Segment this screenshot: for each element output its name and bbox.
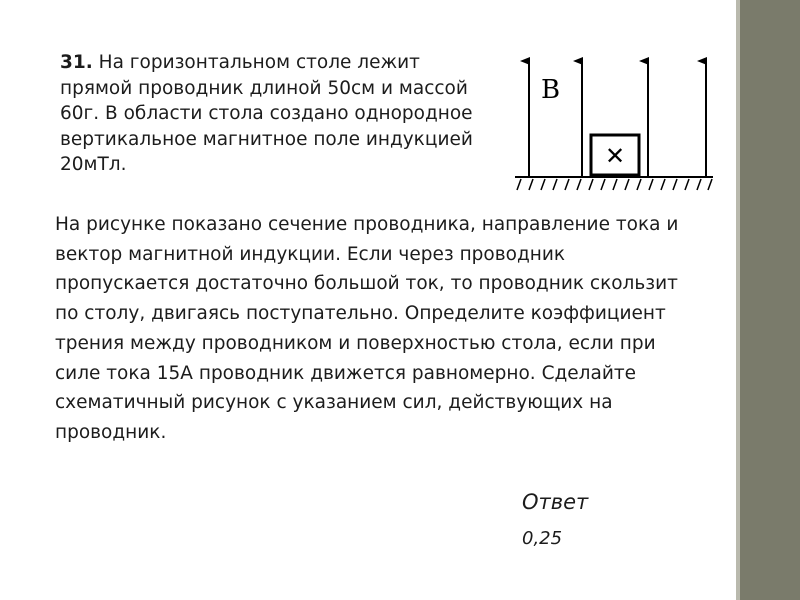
problem-text-intro (60, 50, 480, 178)
problem-text-main: На рисунке показано сечение проводника, направление тока и вектор магнитной индукции. Если через проводник пропускается достаточно большой ток, то проводник скользит по столу, двигаясь поступательно. Определите коэффициент трения между проводником и поверхностью стола, если при силе тока 15А проводник движется равномерно. Сделайте схематичный рисунок с указанием сил, действующих на проводник. (55, 214, 679, 443)
magnetic-field-diagram (505, 55, 720, 195)
field-label-b: B (541, 75, 561, 105)
current-into-page-icon: ✕ (604, 142, 626, 170)
answer-label: Ответ (522, 490, 589, 514)
slide-right-band (740, 0, 800, 600)
problem-number: 31. (60, 52, 93, 73)
table-hatching (517, 179, 712, 190)
answer-value: 0,25 (522, 528, 563, 549)
problem-text-part1: На горизонтальном столе лежит прямой проводник длиной 50см и массой 60г. В области стола создано однородное вертикальное магнитное поле индукцией 20мТл. (60, 52, 473, 175)
